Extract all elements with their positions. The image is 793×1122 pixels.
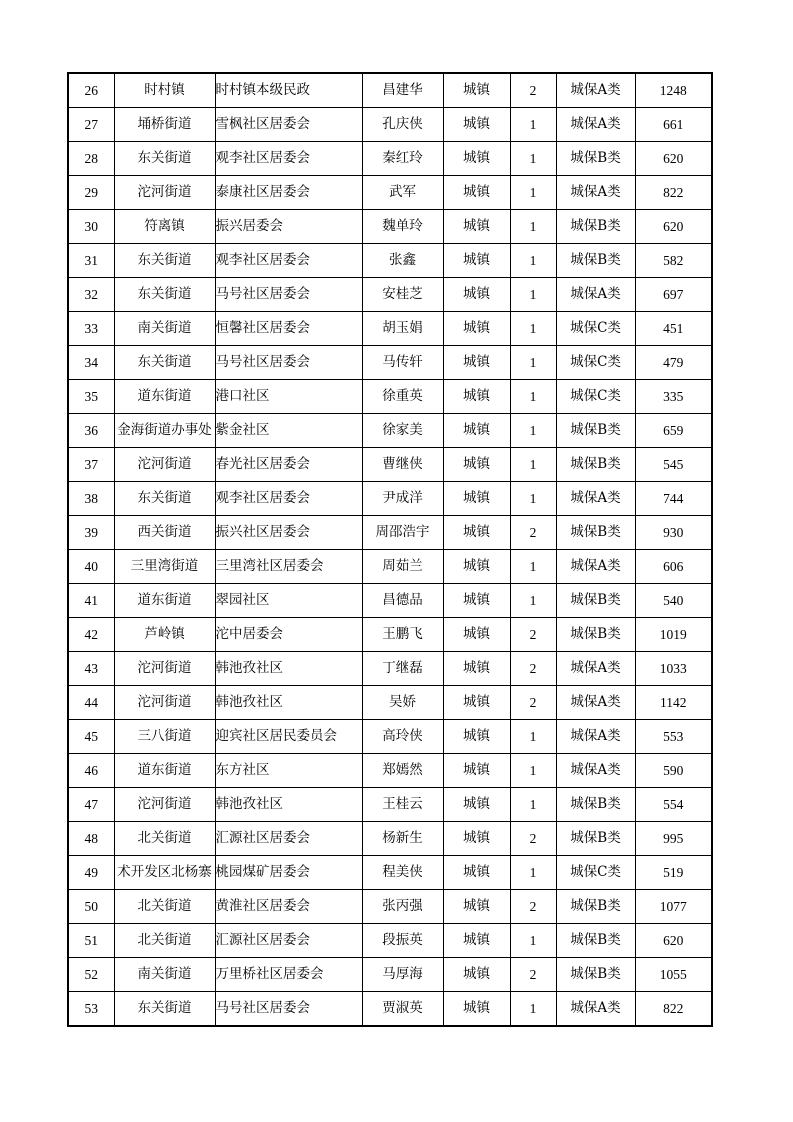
community-committee-cell: 泰康社区居委会 bbox=[215, 176, 362, 210]
table-row bbox=[68, 108, 712, 142]
table-row bbox=[68, 176, 712, 210]
row-number-cell: 45 bbox=[68, 720, 114, 754]
assistance-category-cell: 城保C类 bbox=[556, 380, 635, 414]
community-committee-cell: 马号社区居委会 bbox=[215, 992, 362, 1027]
row-number-cell: 42 bbox=[68, 618, 114, 652]
recipient-name-cell: 王桂云 bbox=[362, 788, 443, 822]
assistance-category-cell: 城保B类 bbox=[556, 924, 635, 958]
table-row bbox=[68, 73, 712, 108]
household-count-cell: 2 bbox=[510, 686, 556, 720]
assistance-category-cell: 城保A类 bbox=[556, 550, 635, 584]
table-row bbox=[68, 516, 712, 550]
street-office-cell: 时村镇 bbox=[114, 73, 215, 108]
table-row bbox=[68, 448, 712, 482]
recipient-name-cell: 武军 bbox=[362, 176, 443, 210]
street-office-cell: 北关街道 bbox=[114, 822, 215, 856]
table-row bbox=[68, 210, 712, 244]
recipient-name-cell: 徐家美 bbox=[362, 414, 443, 448]
table-row bbox=[68, 992, 712, 1027]
row-number-cell: 40 bbox=[68, 550, 114, 584]
row-number-cell: 51 bbox=[68, 924, 114, 958]
assistance-amount-cell: 744 bbox=[635, 482, 712, 516]
area-type-cell: 城镇 bbox=[443, 584, 510, 618]
household-count-cell: 1 bbox=[510, 414, 556, 448]
row-number-cell: 50 bbox=[68, 890, 114, 924]
assistance-amount-cell: 582 bbox=[635, 244, 712, 278]
community-committee-cell: 观李社区居委会 bbox=[215, 142, 362, 176]
recipient-name-cell: 张丙强 bbox=[362, 890, 443, 924]
area-type-cell: 城镇 bbox=[443, 108, 510, 142]
assistance-category-cell: 城保B类 bbox=[556, 414, 635, 448]
street-office-cell: 东关街道 bbox=[114, 346, 215, 380]
assistance-amount-cell: 995 bbox=[635, 822, 712, 856]
area-type-cell: 城镇 bbox=[443, 142, 510, 176]
assistance-category-cell: 城保A类 bbox=[556, 73, 635, 108]
row-number-cell: 28 bbox=[68, 142, 114, 176]
community-committee-cell: 时村镇本级民政 bbox=[215, 73, 362, 108]
assistance-amount-cell: 1055 bbox=[635, 958, 712, 992]
recipient-name-cell: 尹成洋 bbox=[362, 482, 443, 516]
household-count-cell: 1 bbox=[510, 142, 556, 176]
street-office-cell: 东关街道 bbox=[114, 992, 215, 1027]
assistance-category-cell: 城保B类 bbox=[556, 788, 635, 822]
recipient-name-cell: 魏单玲 bbox=[362, 210, 443, 244]
community-committee-cell: 汇源社区居委会 bbox=[215, 924, 362, 958]
household-count-cell: 1 bbox=[510, 346, 556, 380]
household-count-cell: 1 bbox=[510, 278, 556, 312]
area-type-cell: 城镇 bbox=[443, 176, 510, 210]
row-number-cell: 31 bbox=[68, 244, 114, 278]
assistance-amount-cell: 335 bbox=[635, 380, 712, 414]
assistance-category-cell: 城保B类 bbox=[556, 448, 635, 482]
street-office-cell: 道东街道 bbox=[114, 754, 215, 788]
table-row bbox=[68, 346, 712, 380]
community-committee-cell: 翠园社区 bbox=[215, 584, 362, 618]
table-row bbox=[68, 686, 712, 720]
household-count-cell: 1 bbox=[510, 788, 556, 822]
assistance-amount-cell: 554 bbox=[635, 788, 712, 822]
community-committee-cell: 观李社区居委会 bbox=[215, 482, 362, 516]
row-number-cell: 33 bbox=[68, 312, 114, 346]
area-type-cell: 城镇 bbox=[443, 278, 510, 312]
assistance-amount-cell: 697 bbox=[635, 278, 712, 312]
street-office-cell: 南关街道 bbox=[114, 312, 215, 346]
assistance-category-cell: 城保A类 bbox=[556, 278, 635, 312]
area-type-cell: 城镇 bbox=[443, 652, 510, 686]
area-type-cell: 城镇 bbox=[443, 346, 510, 380]
table-row bbox=[68, 788, 712, 822]
household-count-cell: 2 bbox=[510, 73, 556, 108]
assistance-amount-cell: 930 bbox=[635, 516, 712, 550]
household-count-cell: 1 bbox=[510, 720, 556, 754]
recipient-name-cell: 贾淑英 bbox=[362, 992, 443, 1027]
table-row bbox=[68, 924, 712, 958]
area-type-cell: 城镇 bbox=[443, 550, 510, 584]
table-row bbox=[68, 142, 712, 176]
community-committee-cell: 马号社区居委会 bbox=[215, 278, 362, 312]
street-office-cell: 符离镇 bbox=[114, 210, 215, 244]
area-type-cell: 城镇 bbox=[443, 686, 510, 720]
street-office-cell: 道东街道 bbox=[114, 584, 215, 618]
assistance-category-cell: 城保B类 bbox=[556, 244, 635, 278]
table-row bbox=[68, 720, 712, 754]
assistance-amount-cell: 661 bbox=[635, 108, 712, 142]
table-row bbox=[68, 958, 712, 992]
assistance-category-cell: 城保A类 bbox=[556, 720, 635, 754]
street-office-cell: 沱河街道 bbox=[114, 176, 215, 210]
assistance-amount-cell: 479 bbox=[635, 346, 712, 380]
community-committee-cell: 雪枫社区居委会 bbox=[215, 108, 362, 142]
recipient-name-cell: 郑嫣然 bbox=[362, 754, 443, 788]
table-row bbox=[68, 754, 712, 788]
community-committee-cell: 恒馨社区居委会 bbox=[215, 312, 362, 346]
community-committee-cell: 三里湾社区居委会 bbox=[215, 550, 362, 584]
street-office-cell: 西关街道 bbox=[114, 516, 215, 550]
community-committee-cell: 马号社区居委会 bbox=[215, 346, 362, 380]
street-office-cell: 沱河街道 bbox=[114, 686, 215, 720]
assistance-category-cell: 城保B类 bbox=[556, 210, 635, 244]
table-row bbox=[68, 278, 712, 312]
street-office-cell: 芦岭镇 bbox=[114, 618, 215, 652]
household-count-cell: 1 bbox=[510, 992, 556, 1027]
assistance-category-cell: 城保A类 bbox=[556, 108, 635, 142]
area-type-cell: 城镇 bbox=[443, 720, 510, 754]
area-type-cell: 城镇 bbox=[443, 73, 510, 108]
table-row bbox=[68, 618, 712, 652]
recipient-name-cell: 昌德品 bbox=[362, 584, 443, 618]
row-number-cell: 34 bbox=[68, 346, 114, 380]
row-number-cell: 47 bbox=[68, 788, 114, 822]
street-office-cell: 道东街道 bbox=[114, 380, 215, 414]
recipient-name-cell: 周茹兰 bbox=[362, 550, 443, 584]
assistance-amount-cell: 590 bbox=[635, 754, 712, 788]
community-committee-cell: 振兴社区居委会 bbox=[215, 516, 362, 550]
street-office-cell: 东关街道 bbox=[114, 482, 215, 516]
row-number-cell: 35 bbox=[68, 380, 114, 414]
community-committee-cell: 韩池孜社区 bbox=[215, 686, 362, 720]
street-office-cell: 东关街道 bbox=[114, 278, 215, 312]
recipient-name-cell: 丁继磊 bbox=[362, 652, 443, 686]
household-count-cell: 1 bbox=[510, 482, 556, 516]
assistance-amount-cell: 1077 bbox=[635, 890, 712, 924]
assistance-amount-cell: 620 bbox=[635, 142, 712, 176]
assistance-category-cell: 城保A类 bbox=[556, 686, 635, 720]
household-count-cell: 2 bbox=[510, 516, 556, 550]
assistance-amount-cell: 822 bbox=[635, 176, 712, 210]
area-type-cell: 城镇 bbox=[443, 890, 510, 924]
table-row bbox=[68, 856, 712, 890]
assistance-category-cell: 城保C类 bbox=[556, 856, 635, 890]
assistance-category-cell: 城保A类 bbox=[556, 482, 635, 516]
assistance-amount-cell: 545 bbox=[635, 448, 712, 482]
assistance-category-cell: 城保B类 bbox=[556, 958, 635, 992]
row-number-cell: 46 bbox=[68, 754, 114, 788]
recipient-name-cell: 王鹏飞 bbox=[362, 618, 443, 652]
assistance-category-cell: 城保B类 bbox=[556, 584, 635, 618]
recipient-name-cell: 胡玉娟 bbox=[362, 312, 443, 346]
community-committee-cell: 振兴居委会 bbox=[215, 210, 362, 244]
recipient-name-cell: 周邵浩宇 bbox=[362, 516, 443, 550]
street-office-cell: 东关街道 bbox=[114, 244, 215, 278]
assistance-category-cell: 城保B类 bbox=[556, 822, 635, 856]
household-count-cell: 1 bbox=[510, 448, 556, 482]
recipient-name-cell: 曹继侠 bbox=[362, 448, 443, 482]
recipient-name-cell: 高玲侠 bbox=[362, 720, 443, 754]
table-row bbox=[68, 312, 712, 346]
assistance-category-cell: 城保B类 bbox=[556, 142, 635, 176]
assistance-amount-cell: 540 bbox=[635, 584, 712, 618]
street-office-cell: 沱河街道 bbox=[114, 448, 215, 482]
community-committee-cell: 春光社区居委会 bbox=[215, 448, 362, 482]
area-type-cell: 城镇 bbox=[443, 448, 510, 482]
street-office-cell: 南关街道 bbox=[114, 958, 215, 992]
recipient-name-cell: 杨新生 bbox=[362, 822, 443, 856]
area-type-cell: 城镇 bbox=[443, 244, 510, 278]
area-type-cell: 城镇 bbox=[443, 992, 510, 1027]
row-number-cell: 43 bbox=[68, 652, 114, 686]
street-office-cell: 术开发区北杨寨 bbox=[114, 856, 215, 890]
community-committee-cell: 东方社区 bbox=[215, 754, 362, 788]
row-number-cell: 30 bbox=[68, 210, 114, 244]
household-count-cell: 1 bbox=[510, 754, 556, 788]
household-count-cell: 1 bbox=[510, 380, 556, 414]
community-committee-cell: 黄淮社区居委会 bbox=[215, 890, 362, 924]
household-count-cell: 1 bbox=[510, 924, 556, 958]
household-count-cell: 1 bbox=[510, 210, 556, 244]
row-number-cell: 27 bbox=[68, 108, 114, 142]
recipient-name-cell: 马厚海 bbox=[362, 958, 443, 992]
table-row bbox=[68, 414, 712, 448]
table-row bbox=[68, 380, 712, 414]
household-count-cell: 1 bbox=[510, 584, 556, 618]
recipient-name-cell: 安桂芝 bbox=[362, 278, 443, 312]
street-office-cell: 三八街道 bbox=[114, 720, 215, 754]
recipient-name-cell: 孔庆侠 bbox=[362, 108, 443, 142]
household-count-cell: 1 bbox=[510, 176, 556, 210]
assistance-amount-cell: 606 bbox=[635, 550, 712, 584]
table-row bbox=[68, 550, 712, 584]
table-row bbox=[68, 584, 712, 618]
community-committee-cell: 沱中居委会 bbox=[215, 618, 362, 652]
assistance-amount-cell: 822 bbox=[635, 992, 712, 1027]
area-type-cell: 城镇 bbox=[443, 754, 510, 788]
assistance-category-cell: 城保B类 bbox=[556, 516, 635, 550]
area-type-cell: 城镇 bbox=[443, 516, 510, 550]
assistance-category-cell: 城保A类 bbox=[556, 754, 635, 788]
area-type-cell: 城镇 bbox=[443, 924, 510, 958]
row-number-cell: 49 bbox=[68, 856, 114, 890]
community-committee-cell: 汇源社区居委会 bbox=[215, 822, 362, 856]
table-row bbox=[68, 890, 712, 924]
assistance-amount-cell: 620 bbox=[635, 924, 712, 958]
assistance-amount-cell: 1248 bbox=[635, 73, 712, 108]
recipient-table bbox=[67, 72, 713, 1027]
row-number-cell: 53 bbox=[68, 992, 114, 1027]
assistance-amount-cell: 519 bbox=[635, 856, 712, 890]
assistance-amount-cell: 1033 bbox=[635, 652, 712, 686]
area-type-cell: 城镇 bbox=[443, 414, 510, 448]
assistance-category-cell: 城保A类 bbox=[556, 652, 635, 686]
area-type-cell: 城镇 bbox=[443, 312, 510, 346]
row-number-cell: 26 bbox=[68, 73, 114, 108]
household-count-cell: 2 bbox=[510, 890, 556, 924]
area-type-cell: 城镇 bbox=[443, 618, 510, 652]
household-count-cell: 1 bbox=[510, 244, 556, 278]
street-office-cell: 北关街道 bbox=[114, 890, 215, 924]
household-count-cell: 1 bbox=[510, 312, 556, 346]
row-number-cell: 44 bbox=[68, 686, 114, 720]
community-committee-cell: 港口社区 bbox=[215, 380, 362, 414]
assistance-amount-cell: 1142 bbox=[635, 686, 712, 720]
row-number-cell: 37 bbox=[68, 448, 114, 482]
area-type-cell: 城镇 bbox=[443, 482, 510, 516]
street-office-cell: 金海街道办事处 bbox=[114, 414, 215, 448]
community-committee-cell: 万里桥社区居委会 bbox=[215, 958, 362, 992]
table-row bbox=[68, 822, 712, 856]
assistance-amount-cell: 553 bbox=[635, 720, 712, 754]
row-number-cell: 29 bbox=[68, 176, 114, 210]
table-row bbox=[68, 652, 712, 686]
street-office-cell: 北关街道 bbox=[114, 924, 215, 958]
community-committee-cell: 迎宾社区居民委员会 bbox=[215, 720, 362, 754]
community-committee-cell: 观李社区居委会 bbox=[215, 244, 362, 278]
recipient-name-cell: 张鑫 bbox=[362, 244, 443, 278]
assistance-amount-cell: 659 bbox=[635, 414, 712, 448]
community-committee-cell: 韩池孜社区 bbox=[215, 652, 362, 686]
area-type-cell: 城镇 bbox=[443, 958, 510, 992]
area-type-cell: 城镇 bbox=[443, 788, 510, 822]
community-committee-cell: 桃园煤矿居委会 bbox=[215, 856, 362, 890]
street-office-cell: 埇桥街道 bbox=[114, 108, 215, 142]
street-office-cell: 沱河街道 bbox=[114, 788, 215, 822]
assistance-category-cell: 城保C类 bbox=[556, 346, 635, 380]
assistance-amount-cell: 620 bbox=[635, 210, 712, 244]
household-count-cell: 2 bbox=[510, 652, 556, 686]
community-committee-cell: 紫金社区 bbox=[215, 414, 362, 448]
assistance-category-cell: 城保C类 bbox=[556, 312, 635, 346]
assistance-amount-cell: 451 bbox=[635, 312, 712, 346]
area-type-cell: 城镇 bbox=[443, 210, 510, 244]
recipient-name-cell: 程美侠 bbox=[362, 856, 443, 890]
street-office-cell: 东关街道 bbox=[114, 142, 215, 176]
assistance-category-cell: 城保B类 bbox=[556, 890, 635, 924]
recipient-name-cell: 徐重英 bbox=[362, 380, 443, 414]
recipient-name-cell: 秦红玲 bbox=[362, 142, 443, 176]
recipient-name-cell: 马传轩 bbox=[362, 346, 443, 380]
household-count-cell: 1 bbox=[510, 856, 556, 890]
street-office-cell: 沱河街道 bbox=[114, 652, 215, 686]
recipient-name-cell: 昌建华 bbox=[362, 73, 443, 108]
area-type-cell: 城镇 bbox=[443, 822, 510, 856]
row-number-cell: 36 bbox=[68, 414, 114, 448]
recipient-name-cell: 吴娇 bbox=[362, 686, 443, 720]
assistance-amount-cell: 1019 bbox=[635, 618, 712, 652]
assistance-category-cell: 城保B类 bbox=[556, 618, 635, 652]
table-body bbox=[68, 73, 712, 1026]
row-number-cell: 39 bbox=[68, 516, 114, 550]
household-count-cell: 2 bbox=[510, 958, 556, 992]
area-type-cell: 城镇 bbox=[443, 380, 510, 414]
community-committee-cell: 韩池孜社区 bbox=[215, 788, 362, 822]
table-row bbox=[68, 244, 712, 278]
household-count-cell: 2 bbox=[510, 618, 556, 652]
street-office-cell: 三里湾街道 bbox=[114, 550, 215, 584]
household-count-cell: 1 bbox=[510, 550, 556, 584]
assistance-category-cell: 城保A类 bbox=[556, 176, 635, 210]
assistance-category-cell: 城保A类 bbox=[556, 992, 635, 1027]
area-type-cell: 城镇 bbox=[443, 856, 510, 890]
row-number-cell: 41 bbox=[68, 584, 114, 618]
table-row bbox=[68, 482, 712, 516]
recipient-name-cell: 段振英 bbox=[362, 924, 443, 958]
row-number-cell: 38 bbox=[68, 482, 114, 516]
row-number-cell: 32 bbox=[68, 278, 114, 312]
row-number-cell: 48 bbox=[68, 822, 114, 856]
household-count-cell: 1 bbox=[510, 108, 556, 142]
household-count-cell: 2 bbox=[510, 822, 556, 856]
row-number-cell: 52 bbox=[68, 958, 114, 992]
